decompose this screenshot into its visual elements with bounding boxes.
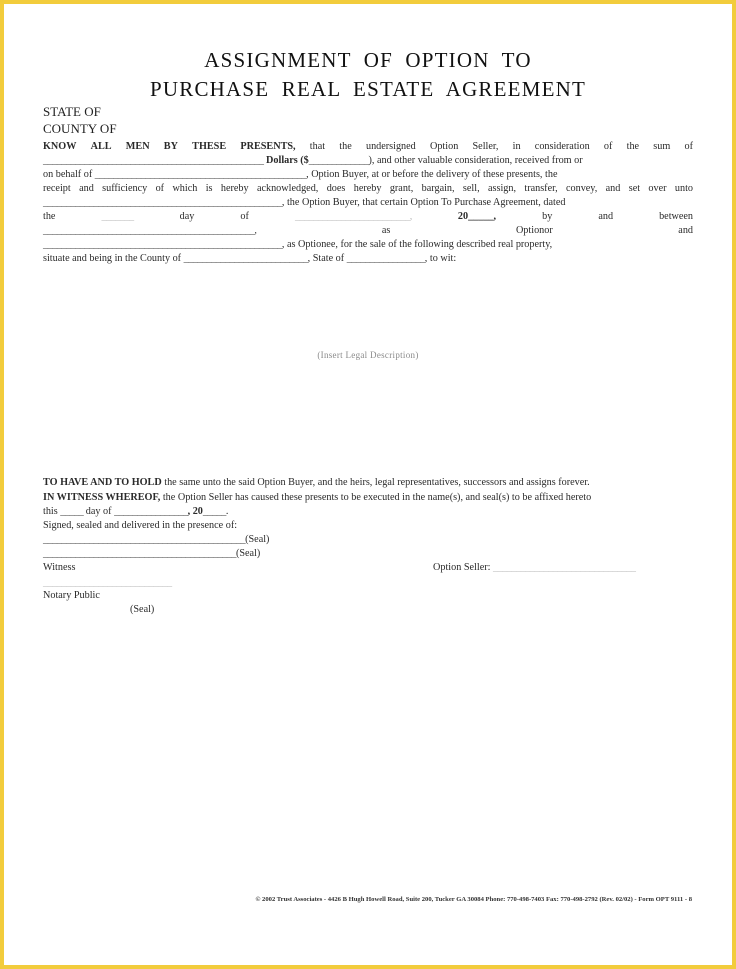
- option-buyer-field[interactable]: ______________________________________________: [94, 169, 307, 180]
- notary-signature-field[interactable]: ____________________________: [43, 577, 172, 588]
- paragraph-line-5: ____________________________________________________, the Option Buyer, that certain Option To Purchase Agreement, dated: [43, 197, 566, 208]
- state-of-label: STATE OF: [43, 104, 101, 119]
- notary-seal-label: (Seal): [130, 604, 155, 615]
- option-seller-signature-line: Option Seller: _______________________________: [433, 562, 636, 573]
- notary-signature-line: [43, 576, 693, 589]
- document-title-line-1: ASSIGNMENT OF OPTION TO: [204, 48, 532, 72]
- agreement-year-field[interactable]: 20_____,: [457, 211, 497, 222]
- document-page: [4, 4, 732, 965]
- county-field[interactable]: ___________________________: [183, 253, 308, 264]
- paragraph-line-6: the _______ day of _________________________, 20_____, by and between: [43, 211, 694, 222]
- paragraph-line-7: ______________________________________________, as Optionor and: [43, 225, 694, 236]
- paragraph-line-9: situate and being in the County of ___________________________, State of _________________, to wit:: [43, 253, 457, 264]
- consideration-words-field[interactable]: ________________________________________________: [43, 155, 264, 166]
- witness-signature-line-1: ____________________________________________(Seal): [43, 534, 270, 545]
- habendum-clause: TO HAVE AND TO HOLD the same unto the said Option Buyer, and the heirs, legal representatives, successors and assigns forever.: [43, 477, 590, 488]
- witness-clause: IN WITNESS WHEREOF, the Option Seller has caused these presents to be executed in the name(s), and seal(s) to be affixed hereto: [43, 492, 592, 503]
- execution-day-field[interactable]: _____: [60, 506, 84, 517]
- witness-label: Witness: [43, 562, 76, 573]
- form-footer: © 2002 Trust Associates - 4426 B Hugh Howell Road, Suite 200, Tucker GA 30084 Phone: 770-498-7403 Fax: 770-498-2792 (Rev. 02/02) - Form OPT 9111 - 8: [255, 896, 692, 903]
- execution-month-field[interactable]: ________________: [114, 506, 188, 517]
- paragraph-line-4: receipt and sufficiency of which is hereby acknowledged, does hereby grant, bargain, sell, assign, transfer, convey, and set over unto: [43, 183, 693, 194]
- notary-public-label: Notary Public: [43, 590, 100, 601]
- paragraph-line-1: KNOW ALL MEN BY THESE PRESENTS, that the undersigned Option Seller, in consideration of the sum of: [43, 141, 693, 152]
- option-seller-signature-field[interactable]: _______________________________: [493, 562, 636, 573]
- execution-year-field[interactable]: _____: [202, 506, 226, 517]
- witness-signature-line-2: __________________________________________(Seal): [43, 548, 261, 559]
- optionee-field[interactable]: ____________________________________________________: [43, 239, 282, 250]
- optionor-field[interactable]: ______________________________________________,: [43, 225, 257, 236]
- county-of-label: COUNTY OF: [43, 121, 117, 136]
- assignee-field[interactable]: ____________________________________________________: [43, 197, 282, 208]
- witness-1-signature-field[interactable]: ____________________________________________: [43, 534, 246, 545]
- paragraph-line-3: on behalf of ______________________________________________, Option Buyer, at or before the delivery of these presents, the: [43, 169, 558, 180]
- execution-date-line: this _____ day of ________________, 20_____.: [43, 506, 229, 517]
- paragraph-line-2: ________________________________________________ Dollars ($_____________), and other valuable consideration, received from or: [43, 155, 583, 166]
- presence-statement: Signed, sealed and delivered in the presence of:: [43, 520, 238, 531]
- witness-2-signature-field[interactable]: __________________________________________: [43, 548, 236, 559]
- consideration-amount-field[interactable]: _____________: [308, 155, 369, 166]
- paragraph-line-8: ____________________________________________________, as Optionee, for the sale of the following described real property,: [43, 239, 553, 250]
- legal-description-placeholder[interactable]: (Insert Legal Description): [317, 350, 419, 360]
- document-title-line-2: PURCHASE REAL ESTATE AGREEMENT: [150, 77, 586, 101]
- state-field[interactable]: _________________: [346, 253, 425, 264]
- agreement-month-field[interactable]: _________________________,: [294, 211, 412, 222]
- agreement-day-field[interactable]: _______: [101, 211, 134, 222]
